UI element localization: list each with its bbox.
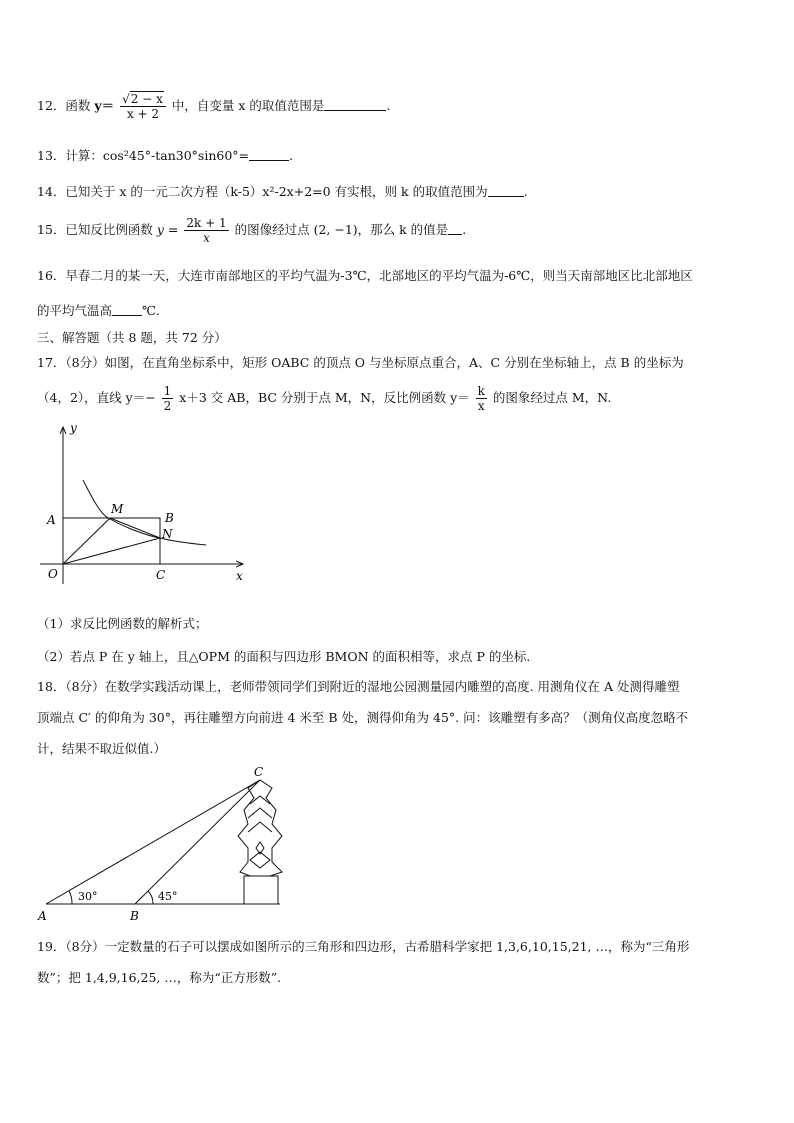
- q15-after: 的图像经过点 (2, −1)，那么 k 的值是: [234, 222, 449, 237]
- q13-end: .: [289, 148, 293, 163]
- q13-text: 13．计算：cos²45°-tan30°sin60°=: [37, 148, 250, 163]
- q18-line1-text: 18．（8分）在数学实践活动课上，老师带领同学们到附近的湿地公园测量园内雕塑的高度. 用测角仪在 A 处测得雕塑: [37, 679, 680, 694]
- segment-on: [63, 538, 160, 564]
- angle-label-45: 45°: [158, 890, 178, 903]
- q12-label: 12．函数: [37, 98, 91, 113]
- q16-line2-b: ℃.: [142, 303, 160, 318]
- q17-frac2-den: x: [477, 399, 485, 413]
- hyperbola-curve: [83, 480, 206, 545]
- q17-frac2-num: k: [477, 384, 485, 398]
- label-c: C: [156, 568, 166, 582]
- label-a: A: [38, 909, 47, 923]
- q17-coordinate-figure: [36, 420, 256, 590]
- label-a: A: [47, 513, 56, 527]
- question-15: [37, 216, 466, 245]
- rectangle-oabc: [63, 518, 160, 564]
- q15-numerator: 2k + 1: [186, 216, 227, 230]
- q17-fraction-1: [162, 384, 174, 413]
- q17-sub1-text: （1）求反比例函数的解析式；: [37, 616, 208, 631]
- q12-fraction: [120, 92, 166, 121]
- label-m: M: [111, 502, 124, 516]
- question-17-line1: [37, 353, 684, 371]
- q16-line2-a: 的平均气温高: [37, 303, 113, 318]
- label-b: B: [165, 511, 174, 525]
- q17-fraction-2: [476, 384, 487, 413]
- question-18-line1: [37, 677, 680, 695]
- q14-end: .: [523, 184, 528, 199]
- label-n: N: [162, 527, 173, 541]
- label-y: y: [70, 421, 77, 435]
- answer-blank[interactable]: [324, 98, 386, 111]
- label-x: x: [236, 569, 243, 583]
- q17-frac1-num: 1: [163, 384, 172, 398]
- answer-blank[interactable]: [112, 303, 142, 316]
- q18-line2-text: 顶端点 C′ 的仰角为 30°，再往雕塑方向前进 4 米至 B 处，测得仰角为 45°. 问：该雕塑有多高？（测角仪高度忽略不: [37, 710, 689, 725]
- angle-arc-b: [148, 891, 153, 904]
- q15-label: 15．已知反比例函数: [37, 222, 153, 237]
- question-16-line1: [37, 266, 693, 284]
- question-17-sub1: [37, 614, 207, 632]
- answer-blank[interactable]: [249, 148, 289, 161]
- q12-denominator: x + 2: [126, 107, 160, 121]
- question-17-line2: [37, 384, 611, 413]
- q17-frac1-den: 2: [163, 399, 172, 413]
- angle-label-30: 30°: [78, 890, 98, 903]
- q17-line2-a: （4，2），直线 y＝−: [37, 390, 156, 405]
- question-16-line2: [37, 301, 160, 319]
- label-o: O: [48, 567, 58, 581]
- q12-numerator: √2 − x: [120, 92, 166, 107]
- q15-fraction: [184, 216, 228, 245]
- question-19-line1: [37, 937, 689, 955]
- q19-line2-text: 数”；把 1,4,9,16,25, …，称为“正方形数”.: [37, 970, 282, 985]
- q17-sub2-text: （2）若点 P 在 y 轴上，且△OPM 的面积与四边形 BMON 的面积相等，求点 P 的坐标.: [37, 649, 531, 664]
- question-18-line2: [37, 708, 688, 726]
- segment-mn: [110, 518, 160, 538]
- q12-after: 中，自变量 x 的取值范围是: [171, 98, 325, 113]
- question-18-line3: [37, 739, 166, 757]
- q15-y: y =: [156, 222, 179, 237]
- q17-line2-c: 的图象经过点 M，N.: [492, 390, 612, 405]
- answer-blank[interactable]: [448, 222, 462, 235]
- q12-end: .: [386, 98, 391, 113]
- q15-end: .: [462, 222, 467, 237]
- label-c: C: [254, 765, 264, 779]
- q14-text: 14．已知关于 x 的一元二次方程（k-5）x²-2x+2=0 有实根，则 k 的取值范围为: [37, 184, 488, 199]
- question-17-sub2: [37, 647, 530, 665]
- angle-arc-a: [69, 891, 72, 904]
- q18-sculpture-figure: [34, 764, 294, 924]
- answer-blank[interactable]: [488, 184, 524, 197]
- q16-line1-text: 16．早春二月的某一天，大连市南部地区的平均气温为-3℃，北部地区的平均气温为-6℃，则当天南部地区比北部地区: [37, 268, 693, 283]
- q19-line1-text: 19．（8分）一定数量的石子可以摆成如图所示的三角形和四边形，古希腊科学家把 1,3,6,10,15,21, …，称为“三角形: [37, 939, 690, 954]
- q17-line1-text: 17．（8分）如图，在直角坐标系中，矩形 OABC 的顶点 O 与坐标原点重合，A、C 分别在坐标轴上，点 B 的坐标为: [37, 355, 684, 370]
- question-14: [37, 182, 528, 200]
- question-12: [37, 92, 390, 121]
- q15-denominator: x: [203, 231, 210, 245]
- label-b: B: [130, 909, 139, 923]
- q12-radicand: 2 − x: [130, 92, 163, 106]
- sculpture-drawing: [238, 780, 282, 904]
- question-19-line2: [37, 968, 281, 986]
- q18-line3-text: 计，结果不取近似值.）: [37, 741, 166, 756]
- section-3-title: 三、解答题（共 8 题，共 72 分）: [37, 330, 227, 345]
- question-13: [37, 146, 293, 164]
- q17-line2-b: x＋3 交 AB，BC 分别于点 M，N，反比例函数 y＝: [179, 390, 470, 405]
- q12-y: y＝: [94, 98, 115, 113]
- line-ac: [46, 780, 260, 904]
- section-title: [37, 328, 227, 346]
- segment-om: [63, 518, 110, 564]
